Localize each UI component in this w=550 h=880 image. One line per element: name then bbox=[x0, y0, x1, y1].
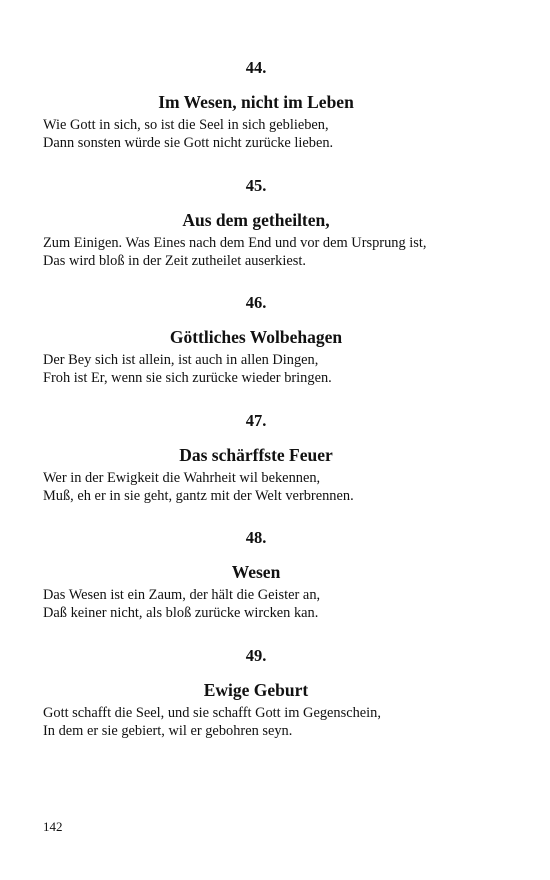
verse-line: Zum Einigen. Was Eines nach dem End und vor dem Ursprung ist, bbox=[43, 235, 427, 251]
page-number: 142 bbox=[43, 819, 63, 834]
epigram-number: 46. bbox=[245, 293, 267, 312]
epigram-title: Ewige Geburt bbox=[203, 680, 309, 700]
epigram-title: Göttliches Wolbehagen bbox=[169, 327, 343, 347]
verse-line: Das Wesen ist ein Zaum, der hält die Geister an, bbox=[43, 587, 321, 603]
epigram-verse bbox=[43, 587, 513, 622]
epigram-47 bbox=[43, 411, 513, 505]
epigram-verse bbox=[43, 352, 513, 387]
epigram-verse bbox=[43, 470, 513, 505]
epigram-number: 49. bbox=[245, 646, 267, 665]
verse-line: Wer in der Ewigkeit die Wahrheit wil bekennen, bbox=[43, 470, 321, 486]
epigram-number: 47. bbox=[245, 411, 267, 430]
epigram-number: 45. bbox=[245, 176, 267, 195]
epigram-48 bbox=[43, 528, 513, 622]
epigram-46 bbox=[43, 293, 513, 387]
epigram-title: Im Wesen, nicht im Leben bbox=[158, 92, 354, 112]
epigram-number: 44. bbox=[245, 58, 267, 77]
verse-line: Gott schafft die Seel, und sie schafft Gott im Gegenschein, bbox=[43, 705, 381, 721]
epigram-number: 48. bbox=[245, 528, 267, 547]
verse-line: Daß keiner nicht, als bloß zurücke wircken kan. bbox=[43, 604, 319, 621]
verse-line: Muß, eh er in sie geht, gantz mit der Welt verbrennen. bbox=[43, 487, 354, 504]
epigram-title: Aus dem getheilten, bbox=[182, 210, 330, 230]
epigram-verse bbox=[43, 705, 513, 740]
book-page bbox=[43, 0, 513, 880]
verse-line: Das wird bloß in der Zeit zutheilet auserkiest. bbox=[43, 252, 306, 269]
epigram-title: Das schärffste Feuer bbox=[179, 445, 333, 465]
epigram-title: Wesen bbox=[231, 562, 281, 582]
epigram-verse bbox=[43, 235, 513, 270]
verse-line: Dann sonsten würde sie Gott nicht zurücke lieben. bbox=[43, 134, 334, 151]
epigram-verse bbox=[43, 117, 513, 152]
epigram-49 bbox=[43, 646, 513, 740]
verse-line: Wie Gott in sich, so ist die Seel in sich geblieben, bbox=[43, 117, 329, 133]
epigram-45 bbox=[43, 176, 513, 270]
epigram-44 bbox=[43, 58, 513, 152]
verse-line: Der Bey sich ist allein, ist auch in allen Dingen, bbox=[43, 352, 319, 368]
verse-line: In dem er sie gebiert, wil er gebohren seyn. bbox=[43, 722, 293, 739]
verse-line: Froh ist Er, wenn sie sich zurücke wieder bringen. bbox=[43, 369, 332, 386]
